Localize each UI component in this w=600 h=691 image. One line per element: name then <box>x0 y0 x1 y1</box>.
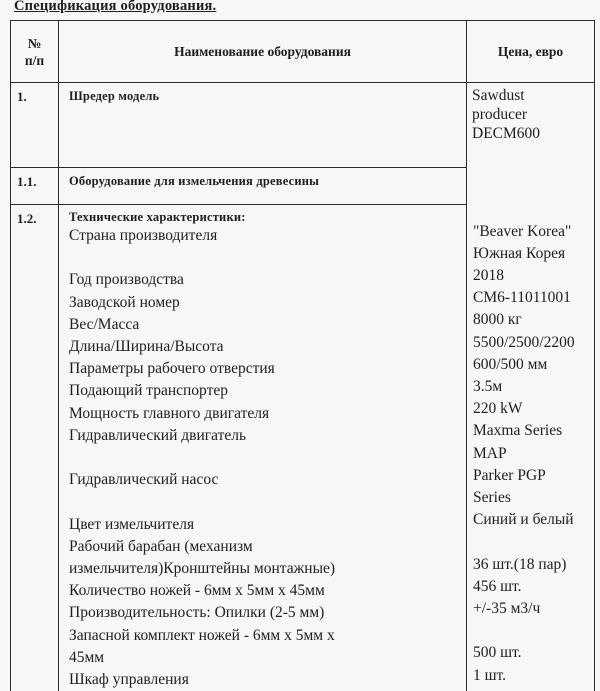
spec-value: Maxma Series <box>473 420 594 442</box>
table-header-row <box>11 21 595 83</box>
spec-value: 1 шт. <box>473 665 594 687</box>
spec-label: 45мм <box>69 647 466 669</box>
spec-label: Длина/Ширина/Высота <box>69 336 466 358</box>
spec-label: Мощность главного двигателя <box>69 403 466 425</box>
row-name: Шредер модель <box>59 83 467 168</box>
spec-value <box>473 620 594 642</box>
spec-value: 220 kW <box>473 398 594 420</box>
spec-values <box>467 205 595 691</box>
spec-heading: Технические характеристики: <box>69 209 466 225</box>
table-row <box>11 83 595 168</box>
spec-label: Вес/Масса <box>69 314 466 336</box>
spec-value <box>473 531 594 553</box>
spec-label <box>69 247 466 269</box>
spec-label <box>69 491 466 513</box>
spec-label: измельчителя)Кронштейны монтажные) <box>69 558 466 580</box>
spec-label: Производительность: Опилки (2-5 мм) <box>69 602 466 624</box>
spec-label: Гидравлический двигатель <box>69 425 466 447</box>
spec-value: 5500/2500/2200 <box>473 332 594 354</box>
spec-value: Series <box>473 487 594 509</box>
header-number: № п/п <box>11 21 59 83</box>
row-number: 1.2. <box>11 205 59 691</box>
spec-value: 500 шт. <box>473 642 594 664</box>
table-row <box>11 205 595 691</box>
price-cell <box>467 168 595 205</box>
spec-value: 8000 кг <box>473 309 594 331</box>
spec-label: Рабочий барабан (механизм <box>69 536 466 558</box>
spec-label: Запасной комплект ножей - 6мм х 5мм х <box>69 625 466 647</box>
spec-value: Южная Корея <box>473 243 594 265</box>
spec-label: Шкаф управления <box>69 669 466 691</box>
spec-labels <box>59 205 467 691</box>
header-price: Цена, евро <box>467 21 595 83</box>
spec-value: 36 шт.(18 пар) <box>473 554 594 576</box>
spec-value: 2018 <box>473 265 594 287</box>
spec-value: Синий и белый <box>473 509 594 531</box>
document-title: Спецификация оборудования. <box>14 0 216 15</box>
spec-label: Гидравлический насос <box>69 469 466 491</box>
spec-value: MAP <box>473 443 594 465</box>
row-name: Оборудование для измельчения древесины <box>59 168 467 205</box>
spec-label <box>69 447 466 469</box>
spec-value: 3.5м <box>473 376 594 398</box>
spec-label: Цвет измельчителя <box>69 514 466 536</box>
spec-value-list <box>473 221 594 687</box>
spec-label: Страна производителя <box>69 225 466 247</box>
spec-value: Parker PGP <box>473 465 594 487</box>
spec-label: Заводской номер <box>69 292 466 314</box>
spec-label: Параметры рабочего отверстия <box>69 358 466 380</box>
spec-label: Год производства <box>69 269 466 291</box>
header-equipment-name: Наименование оборудования <box>59 21 467 83</box>
spec-value: "Beaver Korea" <box>473 221 594 243</box>
spec-label: Подающий транспортер <box>69 380 466 402</box>
spec-value: 456 шт. <box>473 576 594 598</box>
row-number: 1.1. <box>11 168 59 205</box>
spec-value: +/-35 м3/ч <box>473 598 594 620</box>
row-number: 1. <box>11 83 59 168</box>
spec-label-list <box>69 225 466 691</box>
spec-value: CM6-11011001 <box>473 287 594 309</box>
table-row <box>11 168 595 205</box>
model-name: Sawdust producer DECM600 <box>467 83 595 168</box>
spec-label: Количество ножей - 6мм х 5мм х 45мм <box>69 580 466 602</box>
spec-value: 600/500 мм <box>473 354 594 376</box>
specification-table <box>10 20 595 691</box>
